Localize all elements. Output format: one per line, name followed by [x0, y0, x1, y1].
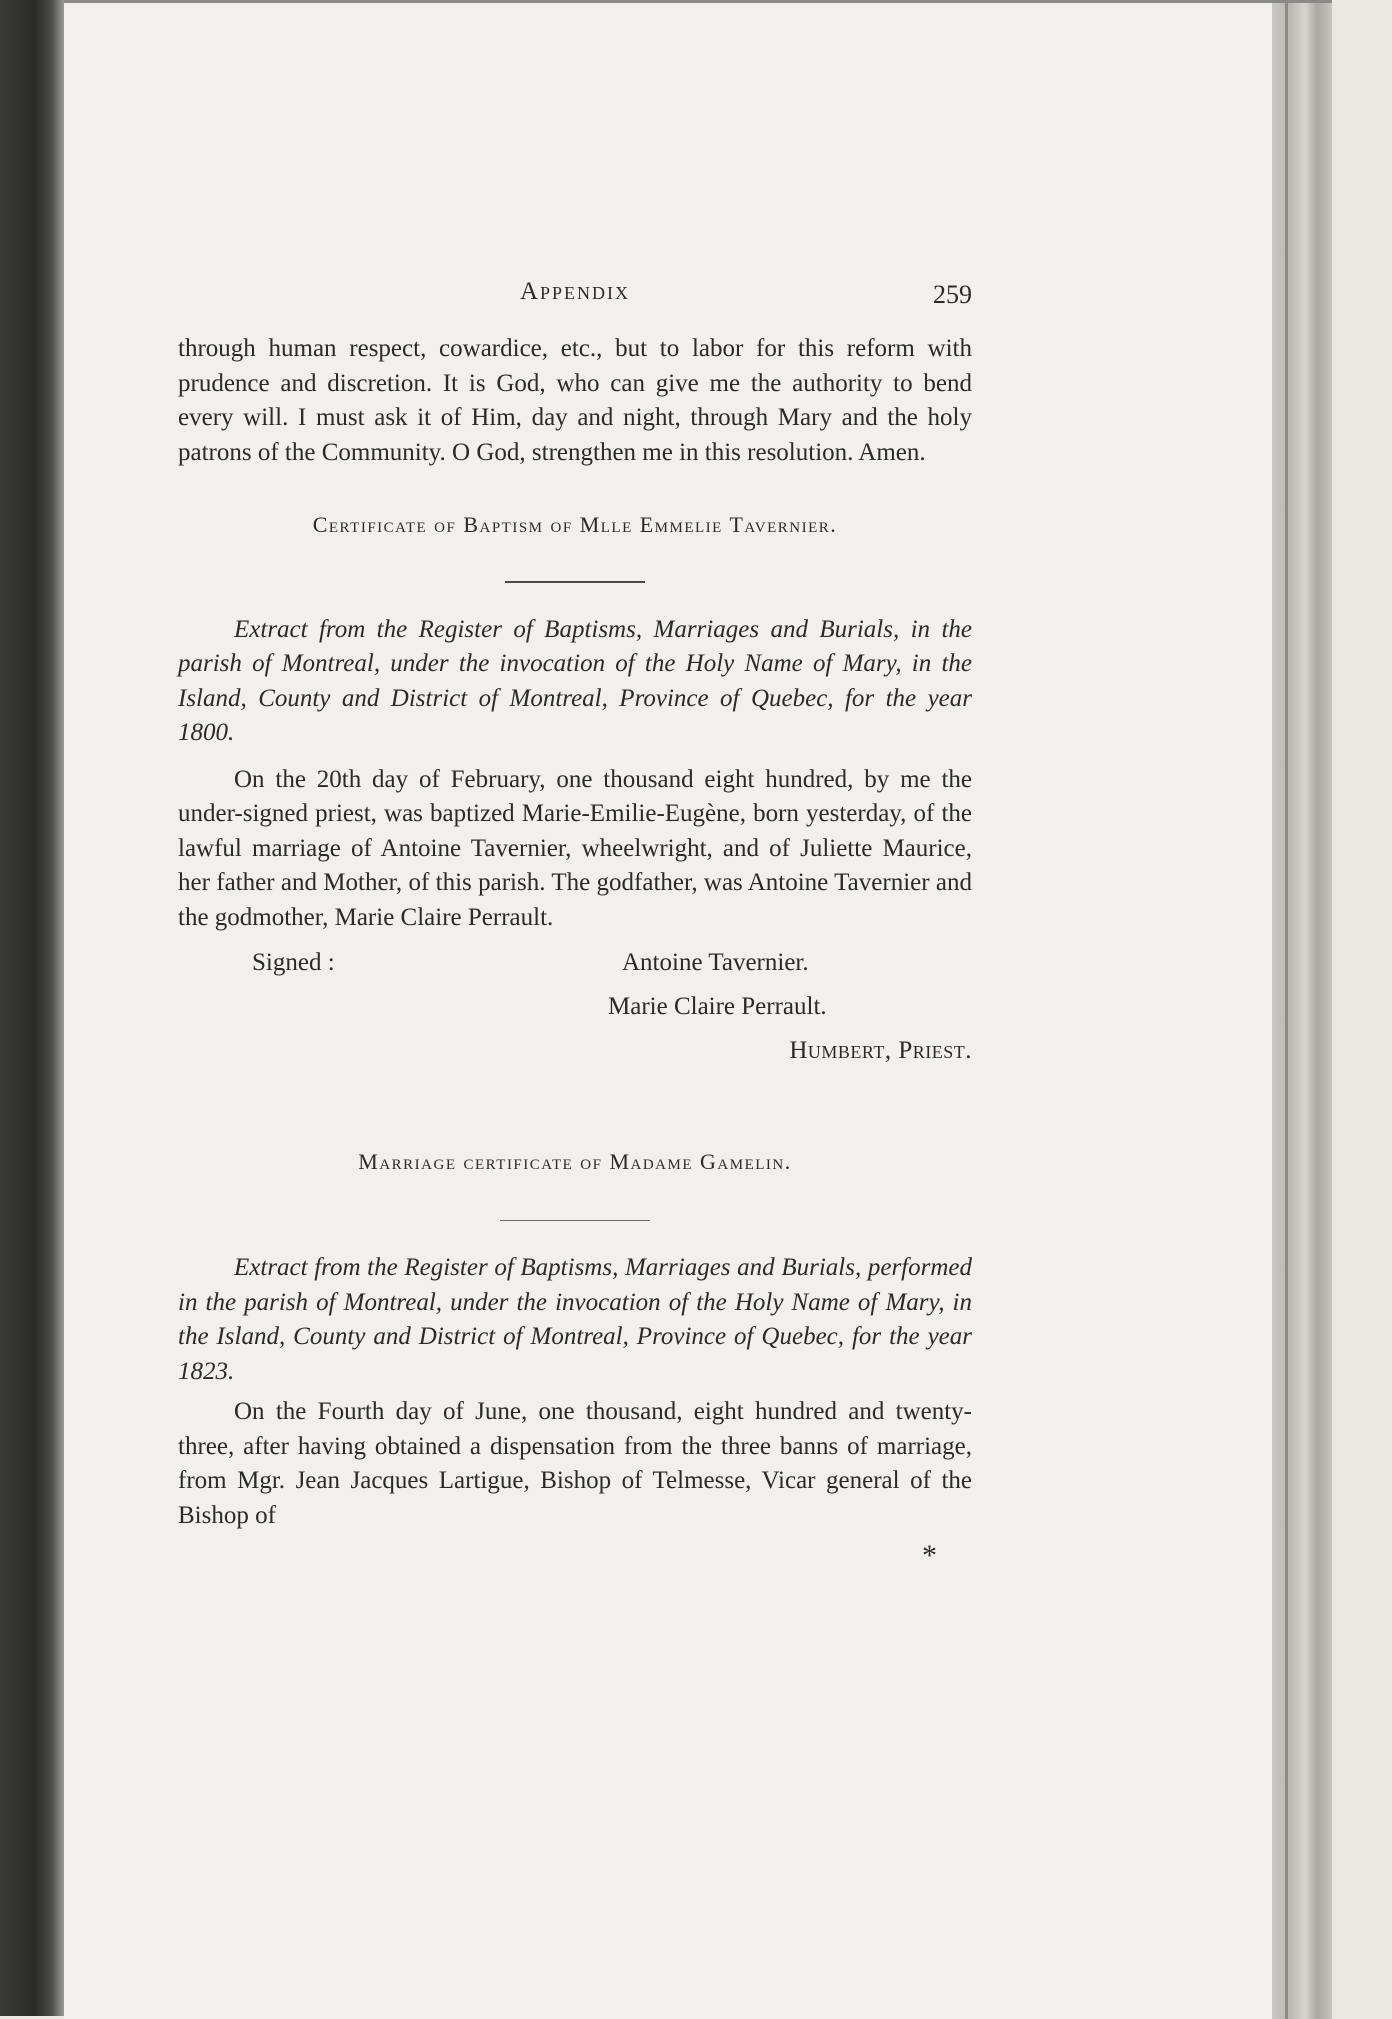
baptism-body: On the 20th day of February, one thousand eight hundred, by me the under-signed priest, was baptized Marie-Emilie-Eugène, born yesterday, of the lawful marriage of Antoine Tavernier, wheelwright, and of Juliette Maurice, her father and Mother, of this parish. The godfather, was Antoine Tavernier and the godmother, Marie Claire Perrault.	[178, 765, 972, 931]
baptism-heading: Certificate of Baptism of Mlle Emmelie Tavernier.	[312, 512, 838, 537]
signature-row-2	[178, 987, 972, 1031]
page-edge-line	[1285, 3, 1288, 2019]
signature-row-3	[178, 1031, 972, 1075]
page-content	[178, 270, 972, 1583]
signatory-godmother: Marie Claire Perrault.	[608, 993, 827, 1020]
page-number: 259	[933, 280, 972, 309]
baptism-extract: Extract from the Register of Baptisms, Marriages and Burials, in the parish of Montreal, under the invocation of the Holy Name of Mary, in the Island, County and District of Montreal, Province of Quebec, for the year 1800.	[178, 615, 972, 746]
marriage-heading: Marriage certificate of Madame Gamelin.	[358, 1149, 792, 1174]
running-head	[178, 270, 972, 316]
signatory-priest: Humbert, Priest.	[789, 1037, 972, 1064]
signature-mark: *	[922, 1539, 937, 1572]
signatory-godfather: Antoine Tavernier.	[622, 949, 809, 976]
page-edge	[1272, 3, 1332, 2019]
book-spine	[0, 0, 64, 2016]
marriage-extract: Extract from the Register of Baptisms, Marriages and Burials, performed in the parish of Montreal, under the invocation of the Holy Name of Mary, in the Island, County and District of Montreal, Province of Quebec, for the year 1823.	[178, 1254, 972, 1385]
running-head-title: Appendix	[519, 278, 631, 305]
marriage-body: On the Fourth day of June, one thousand, eight hundred and twenty-three, after having obtained a dispensation from the three banns of marriage, from Mgr. Jean Jacques Lartigue, Bishop of Telmesse, Vicar general of the Bishop of	[178, 1398, 972, 1529]
intro-paragraph: through human respect, cowardice, etc., but to labor for this reform with prudence and discretion. It is God, who can give me the authority to bend every will. I must ask it of Him, day and night, through Mary and the holy patrons of the Community. O God, strengthen me in this resolution. Amen.	[178, 335, 972, 466]
signature-row-1	[178, 943, 972, 987]
signed-label: Signed :	[252, 949, 335, 976]
